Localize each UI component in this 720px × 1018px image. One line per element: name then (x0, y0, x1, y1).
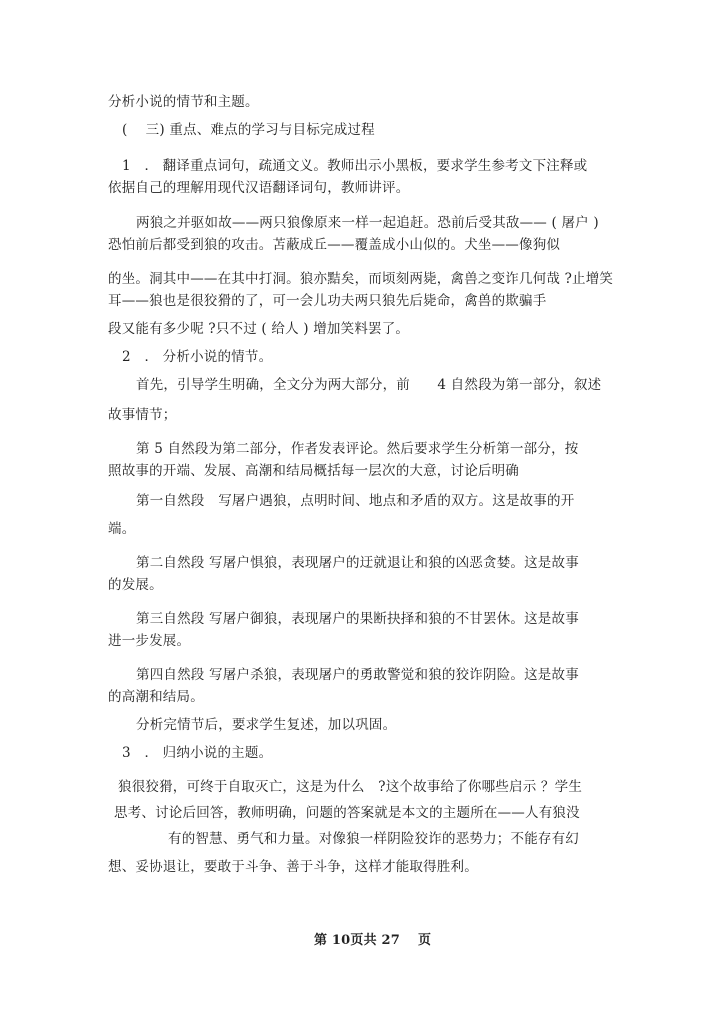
text-line: 故事情节； (108, 407, 177, 423)
text-line: 狼很狡猾，可终于自取灭亡，这是为什么 ?这个故事给了你哪些启示 ？学生 (118, 779, 583, 795)
text-line: 的高潮和结局。 (108, 689, 204, 705)
numbered-item: 2 ． 分析小说的情节。 (122, 349, 273, 365)
text-line: 两狼之并驱如故——两只狼像原来一样一起追赶。恐前后受其敌—— ( 屠户 ) (136, 215, 599, 231)
text-line: 耳——狼也是很狡猾的了，可一会儿功夫两只狼先后毙命，禽兽的欺骗手 (108, 293, 547, 309)
text-line: 思考、讨论后回答，教师明确，问题的答案就是本文的主题所在——人有狼没 (114, 805, 580, 821)
text-line: 的坐。洞其中——在其中打洞。狼亦黠矣，而顷刻两毙，禽兽之变诈几何哉 ?止增笑 (108, 271, 614, 287)
text-line: 首先，引导学生明确，全文分为两大部分，前 4 自然段为第一部分，叙述 (136, 377, 602, 393)
text-line: 分析完情节后，要求学生复述，加以巩固。 (136, 717, 397, 733)
text-line: 第一自然段 写屠户遇狼，点明时间、地点和矛盾的双方。这是故事的开 (136, 493, 575, 509)
text-line: 段又能有多少呢 ?只不过 ( 给人 ) 增加笑料罢了。 (108, 321, 410, 337)
text-line: 依据自己的理解用现代汉语翻译词句，教师讲评。 (108, 180, 410, 196)
text-line: 恐怕前后都受到狼的攻击。苫蔽成丘——覆盖成小山似的。犬坐——像狗似 (108, 237, 561, 253)
text-line: 第 5 自然段为第二部分，作者发表评论。然后要求学生分析第一部分，按 (136, 441, 579, 457)
text-line: 第四自然段 写屠户杀狼，表现屠户的勇敢警觉和狼的狡诈阴险。这是故事 (136, 667, 579, 683)
text-line: 第三自然段 写屠户御狼，表现屠户的果断抉择和狼的不甘罢休。这是故事 (136, 611, 579, 627)
text-line: 想、妥协退让，要敢于斗争、善于斗争，这样才能取得胜利。 (108, 859, 478, 875)
text-line: 第二自然段 写屠户惧狼，表现屠户的迂就退让和狼的凶恶贪婪。这是故事 (136, 555, 579, 571)
text-line: 照故事的开端、发展、高潮和结局概括每一层次的大意，讨论后明确 (108, 463, 519, 479)
section-heading: ( 三) 重点、难点的学习与目标完成过程 (122, 122, 375, 138)
text-line: 端。 (108, 521, 136, 537)
numbered-item: 1 ． 翻译重点词句，疏通文义。教师出示小黑板，要求学生参考文下注释或 (122, 158, 588, 174)
numbered-item: 3 ． 归纳小说的主题。 (122, 745, 273, 761)
page-footer: 第 10页共 27 页 (314, 933, 432, 948)
text-line: 进一步发展。 (108, 633, 191, 649)
text-line: 分析小说的情节和主题。 (108, 94, 259, 110)
text-line: 有的智慧、勇气和力量。对像狼一样阴险狡诈的恶势力；不能存有幻 (168, 831, 579, 847)
text-line: 的发展。 (108, 577, 163, 593)
